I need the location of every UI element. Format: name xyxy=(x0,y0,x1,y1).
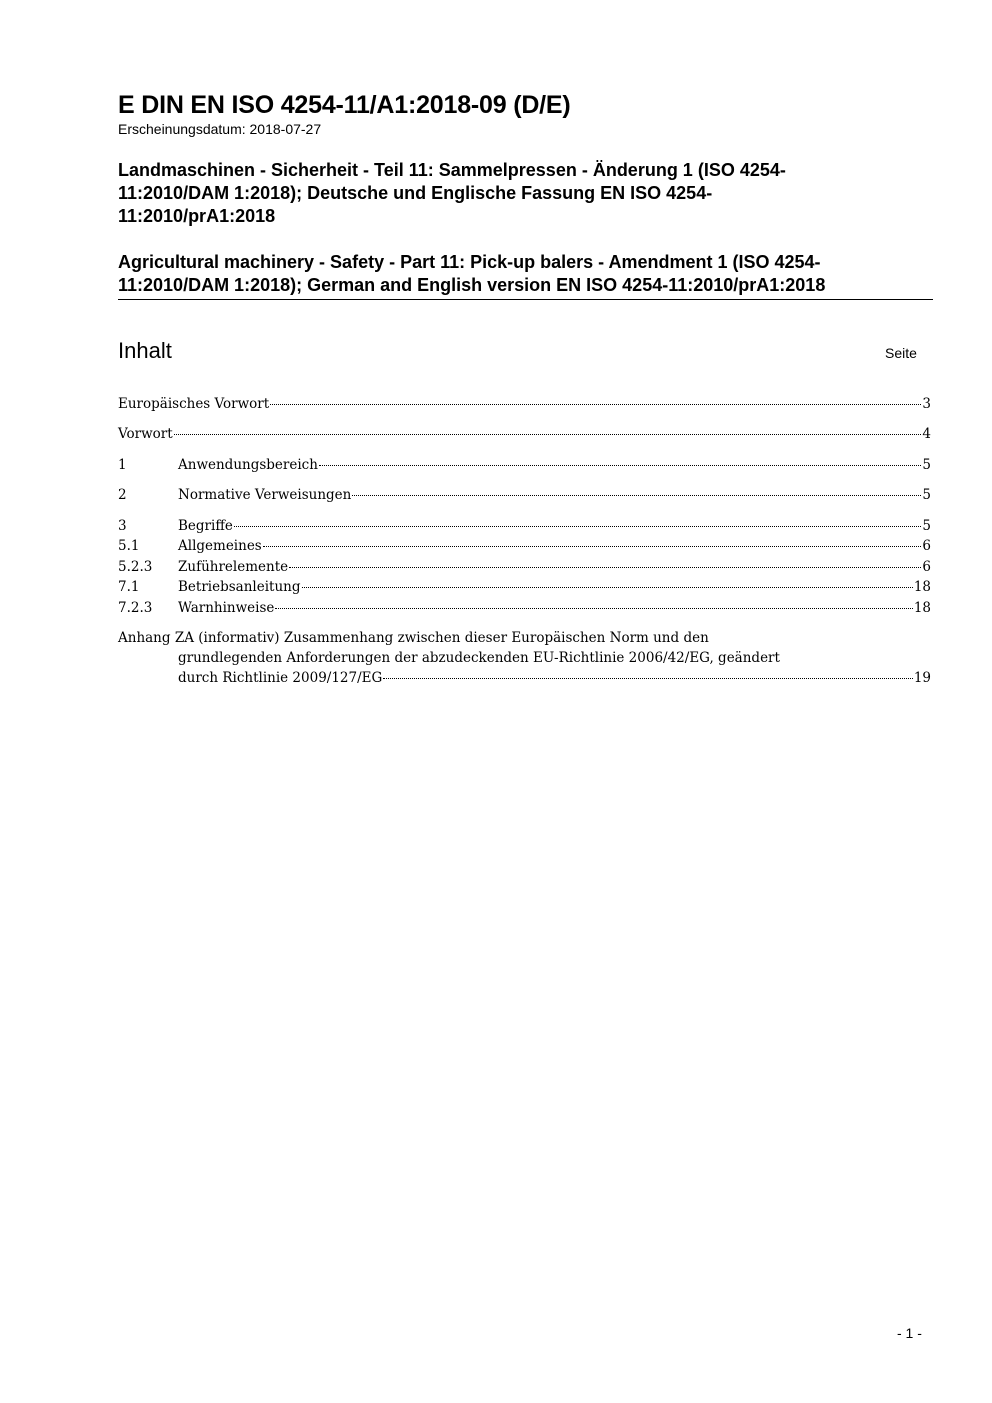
toc-leader xyxy=(383,678,913,679)
title-german-line: 11:2010/prA1:2018 xyxy=(118,206,276,226)
toc-entry-text: Europäisches Vorwort xyxy=(118,396,270,412)
toc-heading: Inhalt xyxy=(118,338,172,363)
toc-entry-feeding-elements[interactable] xyxy=(118,558,931,577)
document-id: E DIN EN ISO 4254-11/A1:2018-09 (D/E) xyxy=(118,91,571,119)
title-english-line: 11:2010/DAM 1:2018); German and English version EN ISO 4254-11:2010/prA1:2018 xyxy=(118,275,826,295)
toc-entry-text: Vorwort xyxy=(118,426,173,442)
toc-entry-number: 2 xyxy=(118,487,127,503)
toc-entry-page: 4 xyxy=(922,426,931,442)
toc-annex-line: Anhang ZA (informativ) Zusammenhang zwischen dieser Europäischen Norm und den xyxy=(118,630,709,646)
toc-entry-normative-references[interactable] xyxy=(118,486,931,505)
toc-entry-european-foreword[interactable] xyxy=(118,395,931,414)
page-number: - 1 - xyxy=(897,1325,922,1341)
toc-entry-operating-instructions[interactable] xyxy=(118,578,931,597)
title-german-line: 11:2010/DAM 1:2018); Deutsche und Englische Fassung EN ISO 4254- xyxy=(118,183,713,203)
toc-entry-scope[interactable] xyxy=(118,456,931,475)
toc-entry-text: Normative Verweisungen xyxy=(178,487,352,503)
toc-entry-terms[interactable] xyxy=(118,517,931,536)
toc-entry-general[interactable] xyxy=(118,537,931,556)
toc-entry-annex-za[interactable] xyxy=(118,628,931,688)
title-german-line: Landmaschinen - Sicherheit - Teil 11: Sammelpressen - Änderung 1 (ISO 4254- xyxy=(118,160,786,180)
toc-entry-text: Betriebsanleitung xyxy=(178,579,301,595)
toc-leader xyxy=(275,608,912,609)
toc-entry-page: 3 xyxy=(922,396,931,412)
toc-entry-page: 6 xyxy=(922,538,931,554)
toc-entry-page: 5 xyxy=(922,457,931,473)
toc-entry-page: 18 xyxy=(913,600,931,616)
toc-entry-number: 5.2.3 xyxy=(118,559,153,575)
toc-page-label: Seite xyxy=(885,345,917,361)
toc-entry-text: Zuführelemente xyxy=(178,559,289,575)
toc-leader xyxy=(263,546,922,547)
toc-leader xyxy=(174,434,922,435)
toc-annex-line: durch Richtlinie 2009/127/EG xyxy=(178,670,383,686)
title-english-line: Agricultural machinery - Safety - Part 11: Pick-up balers - Amendment 1 (ISO 4254- xyxy=(118,252,821,272)
toc-entry-page: 6 xyxy=(922,559,931,575)
toc-entry-text: Warnhinweise xyxy=(178,600,275,616)
toc-entry-warnings[interactable] xyxy=(118,599,931,618)
toc-annex-last-line xyxy=(118,668,931,688)
toc-entry-text: Begriffe xyxy=(178,518,233,534)
toc-entry-page: 19 xyxy=(913,670,931,686)
toc-entry-page: 18 xyxy=(913,579,931,595)
toc-entry-number: 3 xyxy=(118,518,127,534)
title-german xyxy=(118,159,918,228)
toc-entry-number: 1 xyxy=(118,457,127,473)
toc-leader xyxy=(234,526,922,527)
toc-entry-page: 5 xyxy=(922,487,931,503)
toc-entry-foreword[interactable] xyxy=(118,425,931,444)
toc-entry-number: 5.1 xyxy=(118,538,140,554)
title-english xyxy=(118,251,933,300)
toc-entry-text: Anwendungsbereich xyxy=(178,457,318,473)
toc-entry-number: 7.1 xyxy=(118,579,140,595)
toc-leader xyxy=(270,404,921,405)
toc-annex-line: grundlegenden Anforderungen der abzudeckenden EU-Richtlinie 2006/42/EG, geändert xyxy=(178,650,780,666)
toc-entry-page: 5 xyxy=(922,518,931,534)
publication-date: Erscheinungsdatum: 2018-07-27 xyxy=(118,121,322,137)
toc-leader xyxy=(302,587,913,588)
toc-leader xyxy=(352,495,921,496)
toc-leader xyxy=(319,465,921,466)
toc-entry-number: 7.2.3 xyxy=(118,600,153,616)
toc-entry-text: Allgemeines xyxy=(178,538,262,554)
toc-leader xyxy=(289,567,921,568)
